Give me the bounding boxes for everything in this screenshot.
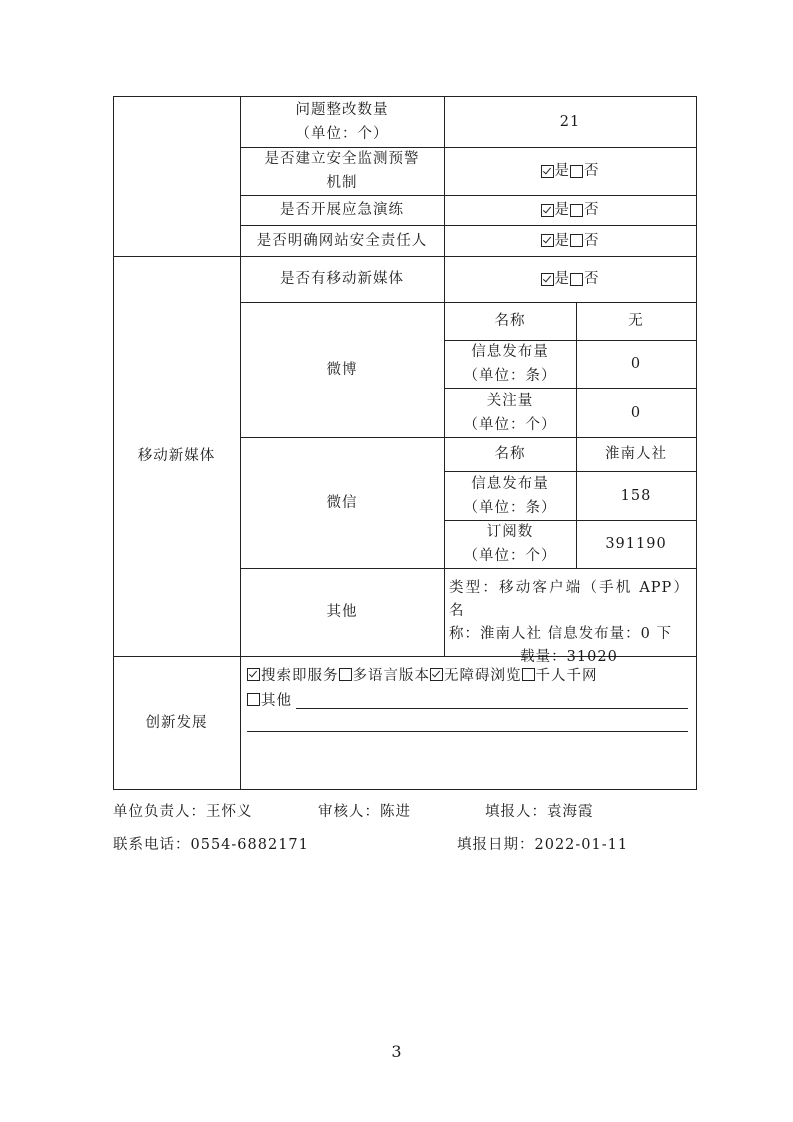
monitoring-no-checkbox[interactable] bbox=[570, 165, 583, 178]
unit-head: 单位负责人：王怀义 bbox=[113, 804, 253, 820]
weibo-posts-value: 0 bbox=[630, 356, 642, 372]
drill-yes-checkbox[interactable] bbox=[541, 204, 554, 217]
fill-date: 填报日期：2022-01-11 bbox=[457, 837, 629, 853]
wechat-posts-label: 信息发布量 （单位：条） bbox=[463, 475, 557, 516]
wechat-subs-label: 订阅数 （单位：个） bbox=[463, 524, 557, 564]
innovation-other-underline bbox=[296, 708, 688, 709]
weibo-posts-label: 信息发布量 （单位：条） bbox=[463, 344, 557, 384]
rectify-count-value: 21 bbox=[559, 113, 581, 130]
search-service-checkbox[interactable] bbox=[247, 668, 260, 681]
has-media-label: 是否有移动新媒体 bbox=[280, 271, 404, 287]
wechat-name-label: 名称 bbox=[494, 446, 526, 462]
page-number: 3 bbox=[391, 1042, 402, 1061]
other-media-details: 类型：移动客户端（手机 APP） 名 称：淮南人社 信息发布量：0 下 载量：31020 bbox=[449, 580, 689, 665]
multilingual-checkbox[interactable] bbox=[339, 668, 352, 681]
weibo-followers-value: 0 bbox=[630, 404, 642, 421]
personalized-web-checkbox[interactable] bbox=[522, 668, 535, 681]
drill-choice: 是 否 bbox=[444, 195, 696, 225]
has-media-no-checkbox[interactable] bbox=[570, 273, 583, 286]
monitoring-choice: 是 否 bbox=[444, 147, 696, 195]
weibo-name-value: 无 bbox=[628, 313, 644, 329]
responsible-choice: 是 否 bbox=[444, 225, 696, 256]
reviewer: 审核人：陈进 bbox=[318, 804, 411, 820]
innovation-other: 其他 bbox=[247, 689, 292, 710]
accessibility-checkbox[interactable] bbox=[430, 668, 443, 681]
has-media-yes-checkbox[interactable] bbox=[541, 273, 554, 286]
innovation-other-checkbox[interactable] bbox=[247, 693, 260, 706]
monitoring-yes-checkbox[interactable] bbox=[541, 165, 554, 178]
drill-label: 是否开展应急演练 bbox=[280, 202, 404, 218]
wechat-label: 微信 bbox=[326, 494, 358, 511]
contact-phone: 联系电话：0554-6882171 bbox=[113, 837, 309, 853]
filler: 填报人：袁海霞 bbox=[485, 804, 594, 820]
has-media-choice: 是 否 bbox=[444, 256, 696, 302]
drill-no-checkbox[interactable] bbox=[570, 204, 583, 217]
wechat-name-value: 淮南人社 bbox=[605, 446, 667, 462]
innovation-blank-line bbox=[247, 731, 688, 732]
innovation-section-label: 创新发展 bbox=[145, 714, 208, 731]
wechat-subs-value: 391190 bbox=[605, 536, 667, 552]
new-media-section-label: 移动新媒体 bbox=[137, 448, 216, 464]
weibo-name-label: 名称 bbox=[494, 313, 526, 329]
wechat-posts-value: 158 bbox=[620, 487, 652, 504]
responsible-label: 是否明确网站安全责任人 bbox=[256, 232, 428, 249]
weibo-label: 微博 bbox=[326, 361, 358, 378]
monitoring-label: 是否建立安全监测预警 机制 bbox=[264, 151, 420, 191]
innovation-options: 搜索即服务 多语言版本 无障碍浏览 千人千网 bbox=[247, 664, 598, 685]
responsible-no-checkbox[interactable] bbox=[570, 234, 583, 247]
rectify-count-label: 问题整改数量 （单位：个） bbox=[295, 101, 389, 142]
weibo-followers-label: 关注量 （单位：个） bbox=[463, 392, 557, 433]
other-media-label: 其他 bbox=[326, 604, 358, 620]
responsible-yes-checkbox[interactable] bbox=[541, 234, 554, 247]
